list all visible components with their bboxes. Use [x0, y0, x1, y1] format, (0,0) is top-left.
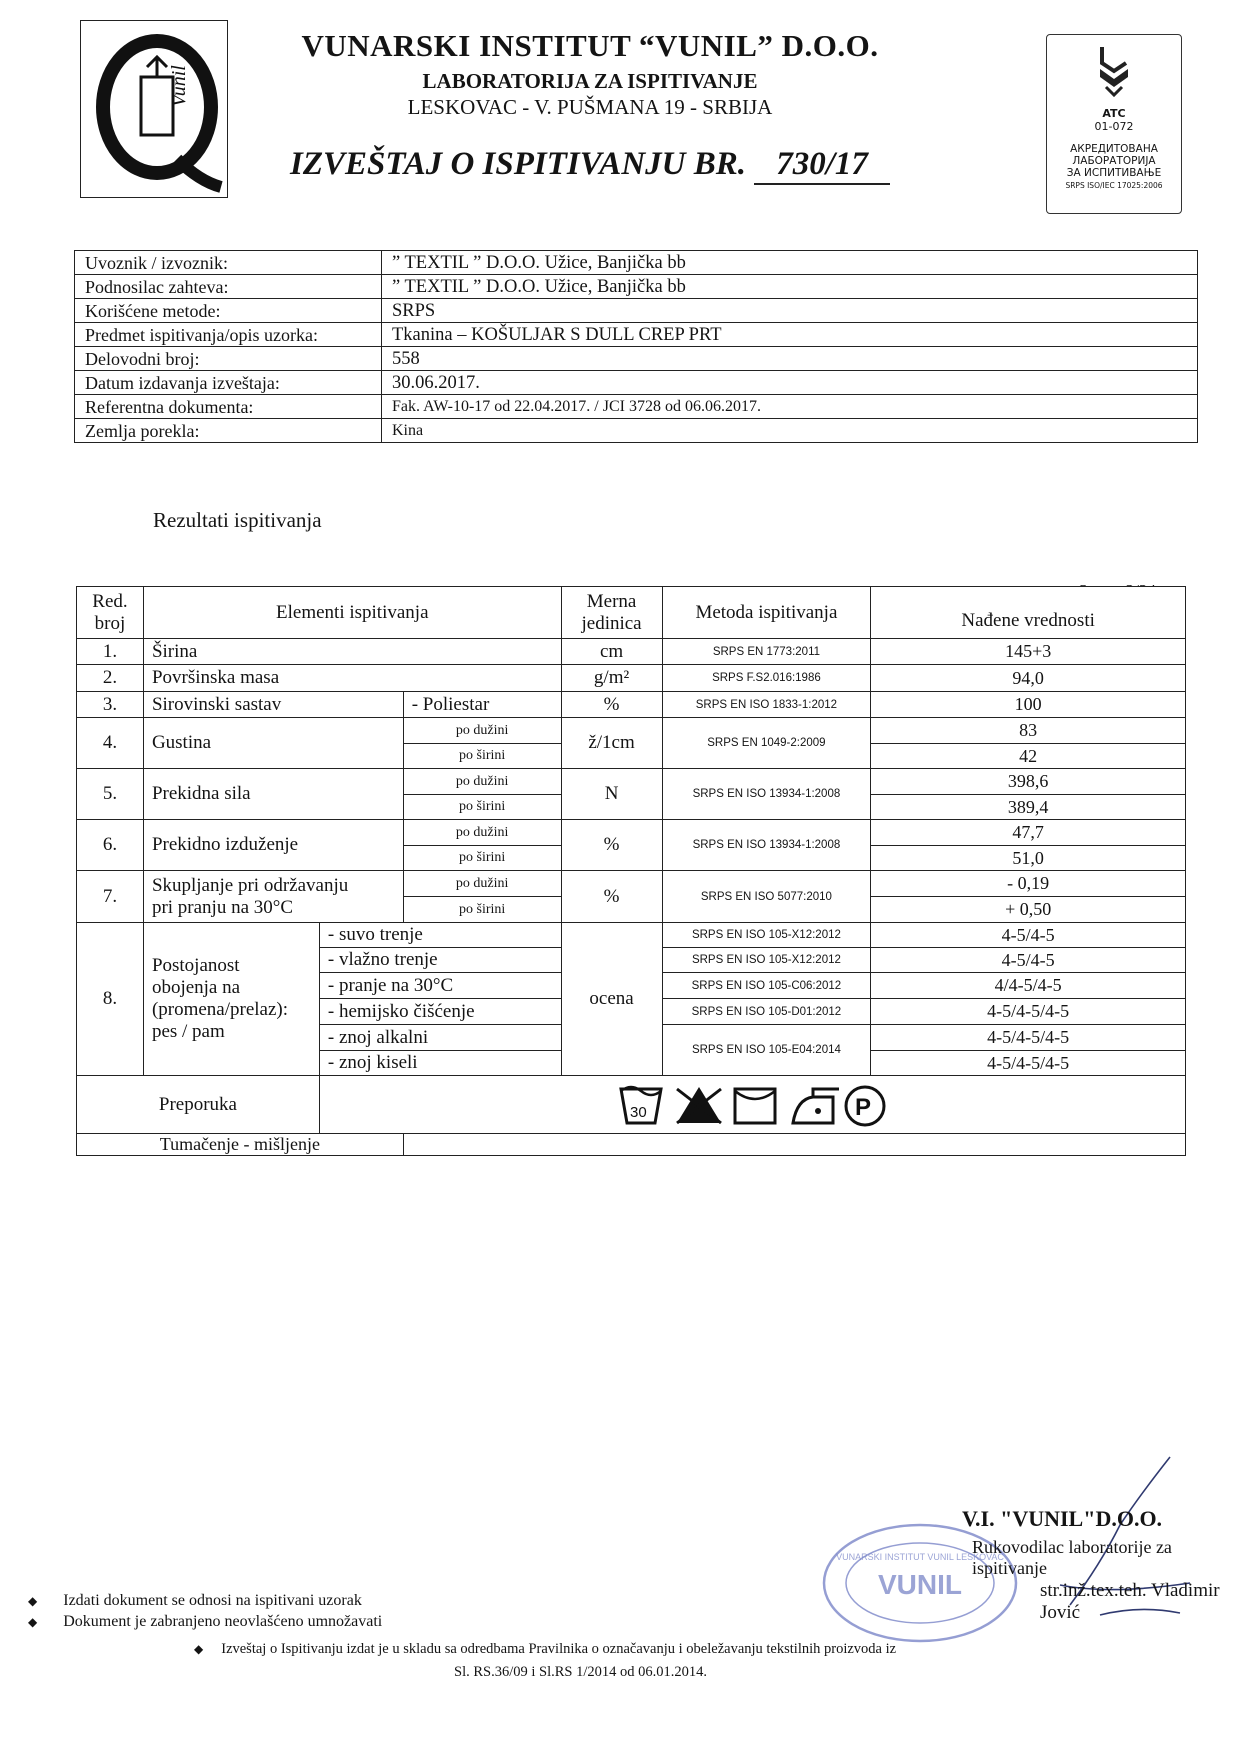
row-value: 100: [871, 692, 1186, 718]
info-value: Fak. AW-10-17 od 22.04.2017. / JCI 3728 od 06.06.2017.: [382, 395, 1198, 419]
manager-role: Rukovodilac laboratorije za ispitivanje: [972, 1537, 1172, 1578]
row-element: [143, 923, 319, 1076]
col-header-value: Nađene vrednosti: [871, 587, 1186, 639]
row-number: 3.: [77, 692, 144, 718]
row-sub-element: - vlažno trenje: [319, 948, 561, 973]
row-element-line3: (promena/prelaz):: [151, 999, 289, 1020]
row-method: SRPS EN ISO 105-C06:2012: [662, 973, 871, 999]
table-row: [77, 820, 1186, 846]
info-label: Korišćene metode:: [75, 299, 382, 323]
table-row: [77, 871, 1186, 897]
institute-address: LESKOVAC - V. PUŠMANA 19 - SRBIJA: [407, 95, 773, 119]
atc-standard: SRPS ISO/IEC 17025:2006: [1065, 181, 1163, 190]
wash-30-icon: [621, 1087, 661, 1123]
row-element: Prekidna sila: [143, 769, 403, 820]
row-method: SRPS EN ISO 13934-1:2008: [662, 769, 871, 820]
stamp-text: VUNARSKI INSTITUT VUNIL LESKOVAC: [836, 1552, 1004, 1562]
row-element: Gustina: [143, 718, 403, 769]
info-row: [75, 371, 1198, 395]
bullet-icon: ◆: [194, 1642, 204, 1656]
dry-clean-p-icon: [846, 1087, 884, 1125]
row-unit: N: [561, 769, 662, 820]
recommendation-label: Preporuka: [77, 1076, 320, 1134]
row-unit: ž/1cm: [561, 718, 662, 769]
row-sub-element: po širini: [403, 795, 561, 820]
info-value: Kina: [382, 419, 1198, 443]
accreditation-badge: [1046, 34, 1182, 214]
row-value: 47,7: [871, 820, 1186, 846]
institute-logo: [80, 20, 228, 198]
table-row: [77, 718, 1186, 744]
info-label: Zemlja porekla:: [75, 419, 382, 443]
care-symbols-row: [617, 1079, 887, 1131]
row-value: 4-5/4-5/4-5: [871, 1051, 1186, 1076]
legal-note-line2: Sl. RS.36/09 i Sl.RS 1/2014 od 06.01.2014.: [454, 1664, 707, 1680]
info-label: Delovodni broj:: [75, 347, 382, 371]
info-row: [75, 275, 1198, 299]
row-value: 4-5/4-5: [871, 923, 1186, 948]
row-method: SRPS EN ISO 105-X12:2012: [662, 948, 871, 973]
info-label: Datum izdavanja izveštaja:: [75, 371, 382, 395]
row-sub-element: - pranje na 30°C: [319, 973, 561, 999]
results-header-row: [77, 587, 1186, 639]
row-sub-element: - Poliestar: [403, 692, 561, 718]
row-value: - 0,19: [871, 871, 1186, 897]
row-method: SRPS F.S2.016:1986: [662, 665, 871, 692]
row-element: Prekidno izduženje: [143, 820, 403, 871]
row-value: 398,6: [871, 769, 1186, 795]
row-number: 6.: [77, 820, 144, 871]
legal-note: ◆ Izveštaj o Ispitivanju izdat je u skladu sa odredbama Pravilnika o označavanju i obeležavanju tekstilnih proizvoda iz: [194, 1641, 897, 1657]
interpretation-label: Tumačenje - mišljenje: [77, 1134, 404, 1156]
atc-logo-icon: [1094, 43, 1134, 99]
row-value: 42: [871, 744, 1186, 769]
row-unit: %: [561, 871, 662, 923]
row-sub-element: po dužini: [403, 769, 561, 795]
row-number: 7.: [77, 871, 144, 923]
row-sub-element: - suvo trenje: [319, 923, 561, 948]
row-sub-element: - znoj kiseli: [319, 1051, 561, 1076]
row-element: Površinska masa: [143, 665, 561, 692]
row-value: 4-5/4-5: [871, 948, 1186, 973]
row-sub-element: po širini: [403, 897, 561, 923]
row-number: 8.: [77, 923, 144, 1076]
row-method: SRPS EN ISO 1833-1:2012: [662, 692, 871, 718]
interpretation-value: [403, 1134, 1185, 1156]
report-title-prefix: IZVEŠTAJ O ISPITIVANJU BR.: [290, 146, 747, 182]
info-value: SRPS: [382, 299, 1198, 323]
row-method: SRPS EN 1773:2011: [662, 639, 871, 665]
report-info-table: [74, 250, 1198, 443]
row-number: 4.: [77, 718, 144, 769]
svg-text:Vunil: Vunil: [168, 65, 190, 107]
note-2: ◆ Dokument je zabranjeno neovlašćeno umnožavati: [28, 1613, 383, 1630]
atc-line2: ЛАБОРАТОРИЈА: [1072, 155, 1156, 167]
info-label: Predmet ispitivanja/opis uzorka:: [75, 323, 382, 347]
col-header-element: Elementi ispitivanja: [143, 587, 561, 639]
manager-name: str.inž.tex.teh. Vladimir Jović: [1040, 1580, 1220, 1623]
table-row: [77, 639, 1186, 665]
row-number: 5.: [77, 769, 144, 820]
row-element-line1: Skupljanje pri održavanju: [151, 874, 349, 896]
row-value: 4-5/4-5/4-5: [871, 999, 1186, 1025]
bullet-icon: ◆: [28, 1594, 38, 1608]
atc-line1: АКРЕДИТОВАНА: [1070, 143, 1158, 155]
row-sub-element: po dužini: [403, 871, 561, 897]
row-value: 4-5/4-5/4-5: [871, 1025, 1186, 1051]
row-sub-element: po širini: [403, 846, 561, 871]
institute-name: VUNARSKI INSTITUT “VUNIL” D.O.O.: [301, 28, 879, 63]
atc-line3: ЗА ИСПИТИВАЊЕ: [1066, 167, 1162, 179]
row-element-line2: pri pranju na 30°C: [151, 896, 294, 918]
row-method: SRPS EN ISO 105-E04:2014: [662, 1025, 871, 1076]
results-table: [76, 586, 1186, 1156]
interpretation-row: [77, 1134, 1186, 1156]
info-value: ” TEXTIL ” D.O.O. Užice, Banjička bb: [382, 275, 1198, 299]
results-heading: Rezultati ispitivanja: [153, 508, 322, 532]
report-title: [290, 146, 950, 185]
row-element: [143, 871, 403, 923]
info-row: [75, 395, 1198, 419]
atc-label: ATC: [1102, 107, 1126, 120]
atc-code: 01-072: [1094, 120, 1134, 133]
row-element-line4: pes / pam: [151, 1021, 225, 1042]
company-name: V.I. "VUNIL"D.O.O.: [962, 1506, 1163, 1531]
row-value: 389,4: [871, 795, 1186, 820]
row-element: Sirovinski sastav: [143, 692, 403, 718]
tumble-dry-icon: [735, 1089, 775, 1123]
lab-name: LABORATORIJA ZA ISPITIVANJE: [422, 69, 758, 93]
row-method: SRPS EN 1049-2:2009: [662, 718, 871, 769]
row-method: SRPS EN ISO 13934-1:2008: [662, 820, 871, 871]
table-row: [77, 769, 1186, 795]
info-label: Podnosilac zahteva:: [75, 275, 382, 299]
care-symbols: [319, 1076, 1185, 1134]
info-label: Uvoznik / izvoznik:: [75, 251, 382, 275]
svg-text:P: P: [855, 1093, 872, 1121]
info-value: ” TEXTIL ” D.O.O. Užice, Banjička bb: [382, 251, 1198, 275]
info-label: Referentna dokumenta:: [75, 395, 382, 419]
row-unit: %: [561, 820, 662, 871]
col-header-no: Red. broj: [77, 587, 144, 639]
table-row: [77, 665, 1186, 692]
vunil-logo-icon: [81, 21, 227, 197]
info-row: [75, 347, 1198, 371]
svg-text:30: 30: [630, 1103, 648, 1121]
col-header-method: Metoda ispitivanja: [662, 587, 871, 639]
row-unit: cm: [561, 639, 662, 665]
svg-text:VUNIL: VUNIL: [878, 1569, 962, 1600]
row-value: 83: [871, 718, 1186, 744]
recommendation-row: [77, 1076, 1186, 1134]
row-method: SRPS EN ISO 105-D01:2012: [662, 999, 871, 1025]
table-row: [77, 923, 1186, 948]
row-element: Širina: [143, 639, 561, 665]
row-sub-element: po dužini: [403, 820, 561, 846]
row-value: 51,0: [871, 846, 1186, 871]
col-header-unit: Merna jedinica: [561, 587, 662, 639]
row-method: SRPS EN ISO 5077:2010: [662, 871, 871, 923]
bullet-icon: ◆: [28, 1615, 38, 1629]
row-number: 2.: [77, 665, 144, 692]
no-bleach-icon: [677, 1087, 721, 1123]
info-row: [75, 299, 1198, 323]
row-value: 94,0: [871, 665, 1186, 692]
row-sub-element: po dužini: [403, 718, 561, 744]
info-value: 30.06.2017.: [382, 371, 1198, 395]
info-row: [75, 419, 1198, 443]
info-value: Tkanina – KOŠULJAR S DULL CREP PRT: [382, 323, 1198, 347]
table-row: [77, 692, 1186, 718]
info-value: 558: [382, 347, 1198, 371]
row-method: SRPS EN ISO 105-X12:2012: [662, 923, 871, 948]
report-number: 730/17: [754, 146, 890, 185]
iron-icon: [793, 1089, 839, 1123]
row-unit: ocena: [561, 923, 662, 1076]
row-sub-element: po širini: [403, 744, 561, 769]
row-value: + 0,50: [871, 897, 1186, 923]
info-row: [75, 323, 1198, 347]
row-element-line2: obojenja na: [151, 977, 241, 998]
info-row: [75, 251, 1198, 275]
row-value: 145+3: [871, 639, 1186, 665]
row-unit: g/m²: [561, 665, 662, 692]
row-sub-element: - hemijsko čišćenje: [319, 999, 561, 1025]
row-unit: %: [561, 692, 662, 718]
row-sub-element: - znoj alkalni: [319, 1025, 561, 1051]
note-1: ◆ Izdati dokument se odnosi na ispitivani uzorak: [28, 1592, 362, 1609]
row-number: 1.: [77, 639, 144, 665]
row-element-line1: Postojanost: [151, 955, 240, 976]
row-value: 4/4-5/4-5: [871, 973, 1186, 999]
